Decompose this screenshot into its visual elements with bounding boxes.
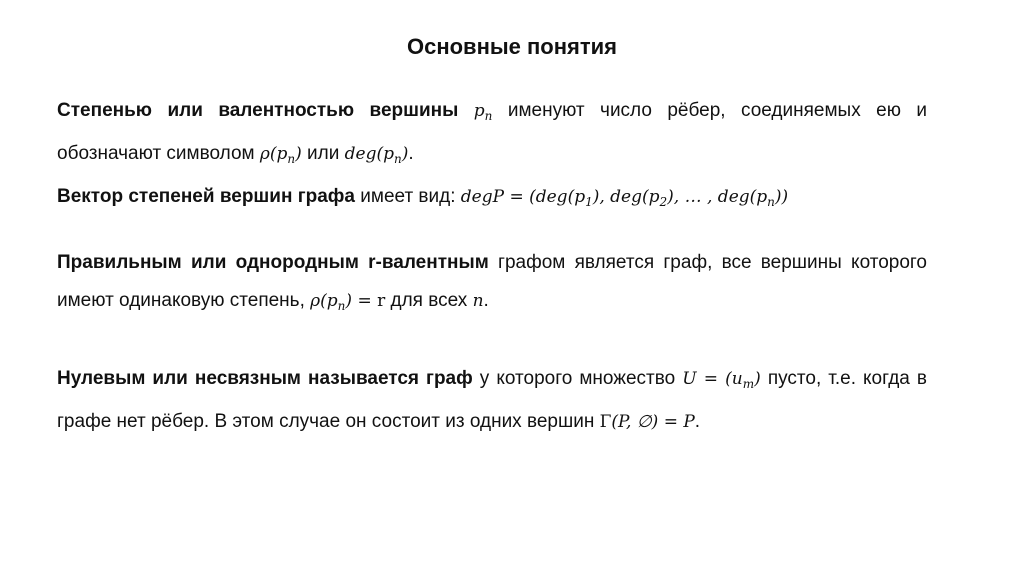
text-degree-1: именуют число рёбер, соединяемых ею и обозначают символом [57,100,927,164]
formula-degree-vector: degP = ($deg(p_1)$, $deg(p_2)$, … , $deg(p_n)$) [460,187,789,209]
term-null-graph: Нулевым или несвязным называется граф [57,368,473,389]
definition-degree: Степенью или валентностью вершины $p_n$ именуют число рёбер, соединяемых ею и обозначают символом $\rho(p_n)$ или $deg(p_n)$. Вектор степеней вершин графа имеет вид: degP = ($deg(p_1)$, $deg(p_2)$, … , $deg(p_n)$) [57,100,927,209]
definition-null-graph: Нулевым или несвязным называется граф у которого множество $U = (u_m)$ пусто, т.е. когда в графе нет рёбер. В этом случае он состоит из одних вершин Γ(P, ∅) = P. [57,368,927,432]
text-regular-1: графом является граф, все вершины которого имеют одинаковую степень, [57,252,927,311]
text-degree-vector: имеет вид: [360,186,456,207]
formula-rho-pn: $\rho(p_n)$ [259,144,302,166]
formula-rho-r: $\rho(p_n) = r$ [310,291,386,313]
text-null-1: у которого множество [479,368,676,389]
text-null-2: пусто, т.е. когда в графе нет рёбер. В этом случае он состоит из одних вершин [57,368,927,432]
text-degree-or: или [307,143,340,164]
slide-title: Основные понятия [406,34,617,59]
term-regular-graph: Правильным или однородным r-валентным [57,252,489,273]
definition-regular-graph: Правильным или однородным r-валентным графом является граф, все вершины которого имеют одинаковую степень, $\rho(p_n) = r$ для всех n. [57,252,927,313]
formula-gamma: Γ(P, ∅) = P [599,412,695,432]
formula-n: n [472,291,484,311]
term-degree-vector: Вектор степеней вершин графа [57,186,355,207]
text-regular-2: для всех [390,290,468,311]
formula-deg-pn: $deg(p_n)$ [344,144,409,166]
term-degree: Степенью или валентностью вершины [57,100,459,121]
formula-pn: $p_n$ [473,101,493,123]
formula-u-um: $U = (u_m)$ [682,369,761,391]
